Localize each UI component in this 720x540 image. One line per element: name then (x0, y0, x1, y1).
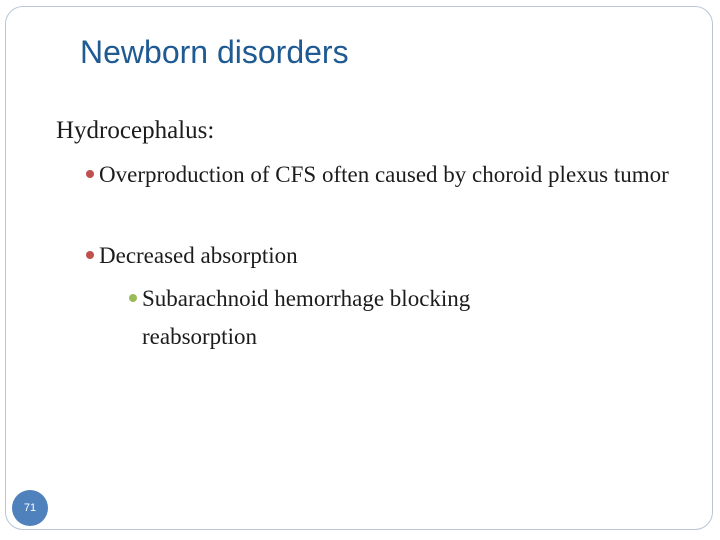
bullet-dot-icon (86, 251, 94, 259)
bullet-item-overproduction (86, 158, 676, 194)
bullet-dot-icon (86, 170, 94, 178)
bullet-text: Decreased absorption (99, 243, 298, 268)
sub-bullet-dot-icon (129, 294, 137, 302)
sub-bullet-item-hemorrhage (129, 282, 569, 356)
bullet-item-decreased-absorption (86, 239, 676, 275)
slide-title: Newborn disorders (80, 34, 349, 70)
slide-number-badge: 71 (12, 490, 48, 526)
sub-bullet-text: Subarachnoid hemorrhage blocking reabsorption (142, 286, 471, 349)
heading-hydrocephalus: Hydrocephalus: (56, 117, 215, 144)
bullet-text: Overproduction of CFS often caused by choroid plexus tumor (99, 162, 669, 187)
